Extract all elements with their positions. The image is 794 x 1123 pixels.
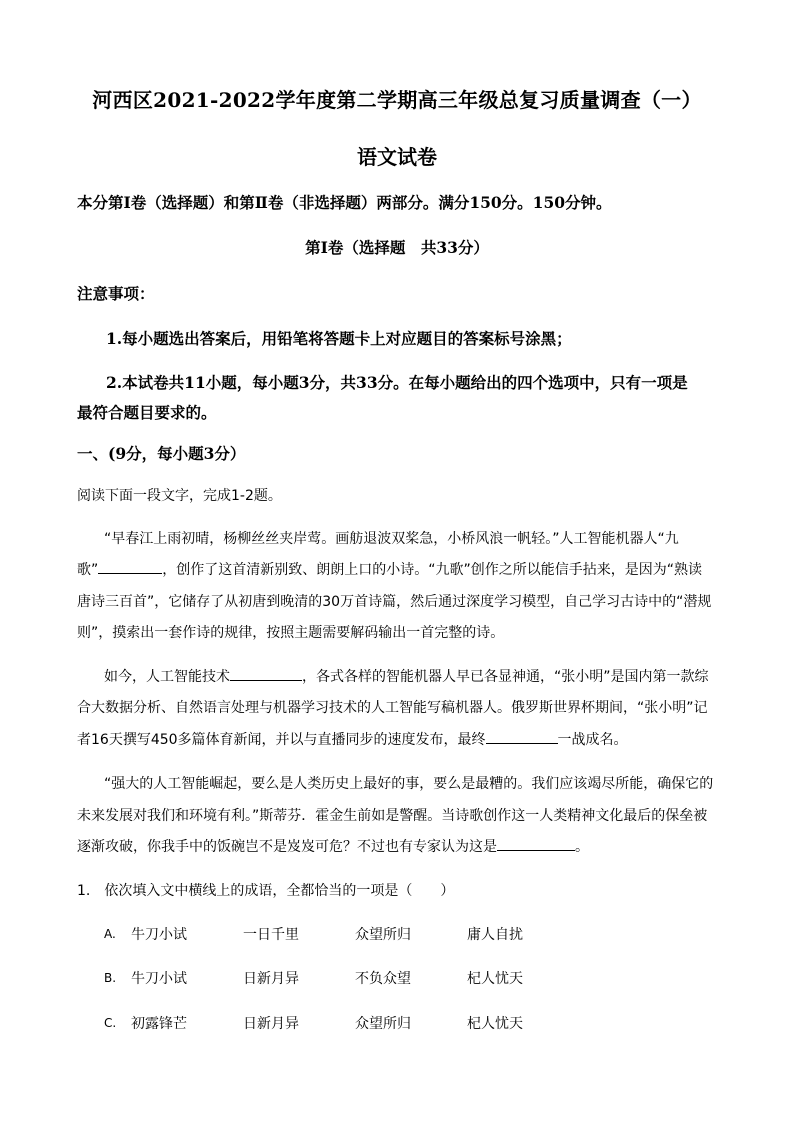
passage-p1-line-2-start: 歌” bbox=[77, 562, 99, 578]
section-title: 第Ⅰ卷（选择题 共33分） bbox=[305, 238, 489, 257]
passage-p1-line-3: 唐诗三百首”，它储存了从初唐到晚清的30万首诗篇，然后通过深度学习模型，自己学习古诗中的“潜规 bbox=[77, 594, 712, 610]
passage-p2-line-3-end: 一战成名。 bbox=[557, 732, 628, 748]
passage-p3-line-1: “强大的人工智能崛起，要么是人类历史上最好的事，要么是最糟的。我们应该竭尽所能，确保它的 bbox=[104, 776, 714, 792]
notes-item-2-line-1: 2.本试卷共11小题，每小题3分，共33分。在每小题给出的四个选项中，只有一项是 bbox=[106, 373, 688, 392]
option-word: 不负众望 bbox=[355, 971, 411, 987]
option-word: 众望所归 bbox=[355, 1016, 411, 1032]
fill-blank-1 bbox=[98, 559, 162, 574]
option-letter: A. bbox=[104, 927, 116, 941]
option-word: 一日千里 bbox=[243, 927, 299, 943]
fill-blank-2 bbox=[230, 666, 302, 681]
question-1-stem: 1. 依次填入文中横线上的成语，全都恰当的一项是（ ） bbox=[77, 883, 455, 899]
option-word: 杞人忧天 bbox=[467, 971, 523, 987]
option-word: 日新月异 bbox=[243, 971, 299, 987]
notes-item-2-line-2: 最符合题目要求的。 bbox=[77, 403, 217, 422]
passage-p2-line-1 bbox=[104, 666, 709, 686]
fill-blank-3 bbox=[486, 729, 558, 744]
option-letter: C. bbox=[104, 1016, 117, 1030]
part-one-heading: 一、(9分，每小题3分） bbox=[77, 444, 246, 463]
passage-p1-line-2 bbox=[77, 559, 702, 579]
passage-p3-line-3-end: 。 bbox=[575, 839, 589, 855]
exam-subtitle: 语文试卷 bbox=[357, 145, 437, 169]
option-word: 日新月异 bbox=[243, 1016, 299, 1032]
passage-p2-line-3 bbox=[77, 729, 628, 749]
fill-blank-4 bbox=[497, 836, 575, 851]
passage-p2-line-1-end: ，各式各样的智能机器人早已各显神通，“张小明”是国内第一款综 bbox=[302, 669, 709, 685]
passage-p3-line-3-start: 逐渐攻破，你我手中的饭碗岂不是岌岌可危？不过也有专家认为这是 bbox=[77, 839, 497, 855]
passage-p1-line-4: 则”，摸索出一套作诗的规律，按照主题需要解码输出一首完整的诗。 bbox=[77, 625, 505, 641]
option-word: 杞人忧天 bbox=[467, 1016, 523, 1032]
option-word: 众望所归 bbox=[355, 927, 411, 943]
passage-p3-line-2: 未来发展对我们和环境有利。”斯蒂芬．霍金生前如是警醒。当诗歌创作这一人类精神文化最后的保垒被 bbox=[77, 808, 708, 824]
part-one-instruction: 阅读下面一段文字，完成1-2题。 bbox=[77, 488, 282, 504]
option-word: 牛刀小试 bbox=[131, 971, 187, 987]
option-word: 初露锋芒 bbox=[131, 1016, 187, 1032]
passage-p3-line-3 bbox=[77, 836, 589, 856]
option-word: 庸人自扰 bbox=[467, 927, 523, 943]
passage-p2-line-2: 合大数据分析、自然语言处理与机器学习技术的人工智能写稿机器人。俄罗斯世界杯期间，“张小明”记 bbox=[77, 700, 708, 716]
option-letter: B. bbox=[104, 971, 117, 985]
passage-p2-line-1-start: 如今，人工智能技术 bbox=[104, 669, 230, 685]
passage-p1-line-1: “早春江上雨初晴，杨柳丝丝夹岸莺。画舫退波双桨急，小桥风浪一帆轻。”人工智能机器人“九 bbox=[104, 531, 679, 547]
notes-heading: 注意事项： bbox=[77, 284, 155, 303]
passage-p1-line-2-end: ，创作了这首清新别致、朗朗上口的小诗。“九歌”创作之所以能信手拈来，是因为“熟读 bbox=[162, 562, 703, 578]
exam-title: 河西区2021-2022学年度第二学期高三年级总复习质量调查（一） bbox=[92, 88, 702, 112]
passage-p2-line-3-start: 者16天撰写450多篇体育新闻，并以与直播同步的速度发布，最终 bbox=[77, 732, 486, 748]
option-word: 牛刀小试 bbox=[131, 927, 187, 943]
notes-item-1: 1.每小题选出答案后，用铅笔将答题卡上对应题目的答案标号涂黑； bbox=[106, 329, 572, 348]
exam-intro: 本分第Ⅰ卷（选择题）和第Ⅱ卷（非选择题）两部分。满分150分。150分钟。 bbox=[77, 193, 612, 212]
